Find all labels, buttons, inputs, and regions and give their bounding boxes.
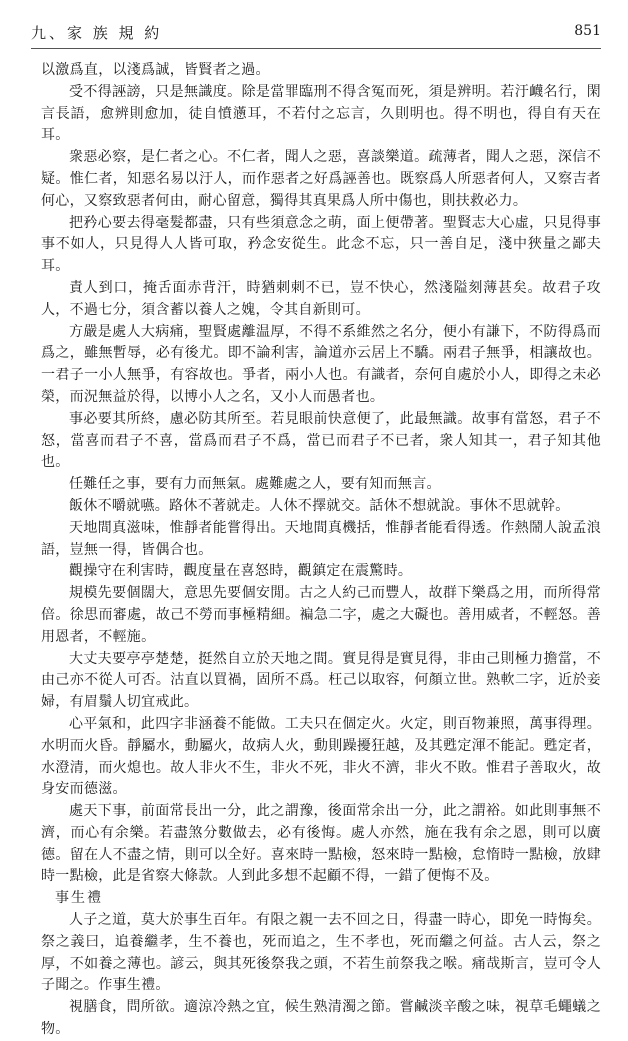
- paragraph: 天地間真滋味，惟靜者能嘗得出。天地間真機括，惟靜者能看得透。作熱鬧人說孟浪語，豈無一得，皆偶合也。: [41, 519, 601, 558]
- page-number: 851: [574, 23, 601, 39]
- paragraph: 衆惡必察，是仁者之心。不仁者，聞人之惡，喜談樂道。疏薄者，聞人之惡，深信不疑。惟仁者，知惡名易以汙人，而作惡者之好爲誣善也。既察爲人所惡者何人，又察吉者何心，又察致惡者何由，耐心留意，獨得其真果爲人所中傷也，則扶救必力。: [41, 149, 601, 209]
- paragraph: 規模先要個闊大，意思先要個安閒。古之人約己而豐人，故群下樂爲之用，而所得常倍。徐思而審處，故己不勞而事極精細。褊急二字，處之大礙也。善用威者，不輕怒。善用恩者，不輕施。: [41, 585, 601, 645]
- paragraph: 心平氣和，此四字非涵養不能做。工夫只在個定火。火定，則百物兼照，萬事得理。水明而火昏。靜屬水，動屬火，故病人火，動則躁擾狂越，及其甦定渾不能記。甦定者，水澄清，而火熄也。故人非火不生，非火不死，非火不濟，非火不敗。惟君子善取火，故身安而德滋。: [41, 715, 601, 798]
- page-body: [41, 60, 601, 1041]
- chapter-title: 九、家 族 規 約: [31, 24, 163, 42]
- paragraph: 大丈夫要亭亭楚楚，挺然自立於天地之間。實見得是實見得，非由己則極力擔當，不由己亦不從人可否。沽直以買禍，固所不爲。枉己以取容，何顏立世。熟軟二字，近於妾婦，有眉鬚人切宜戒此。: [41, 650, 601, 711]
- paragraph: 人子之道，莫大於事生百年。有限之親一去不回之日，得盡一時心，即免一時悔矣。祭之義曰，追養繼孝，生不養也，死而追之，生不孝也，死而繼之何益。古人云，祭之厚，不如養之薄也。諺云，與其死後祭我之頭，不若生前祭我之喉。痛哉斯言，豈可令人子聞之。作事生禮。: [41, 912, 601, 994]
- running-header: [31, 20, 601, 49]
- paragraph: 受不得誣謗，只是無識度。除是當罪臨刑不得含冤而死，須是辨明。若汙衊名行，閑言長語，愈辨則愈加，徒自憤懣耳，不若付之忘言，久則明也。得不明也，得自有天在耳。: [41, 83, 601, 144]
- paragraph: 責人到口，掩舌面赤背汗，時猶刺刺不已，豈不快心，然淺隘刻薄甚矣。故君子攻人，不過七分，須含蓄以養人之媿，令其自新則可。: [41, 279, 601, 318]
- paragraph: 飯休不嚼就嚥。路休不著就走。人休不擇就交。話休不想就說。事休不思就幹。: [69, 497, 570, 514]
- paragraph: 處天下事，前面常長出一分，此之謂豫，後面常余出一分，此之謂裕。如此則事無不濟，而心有余樂。若盡煞分數做去，必有後悔。處人亦然，施在我有余之恩，則可以廣德。留在人不盡之情，則可以全好。喜來時一點檢，怒來時一點檢，怠惰時一點檢，放肆時一點檢，此是省察大條款。人到此多想不起顧不得，一錯了便悔不及。: [41, 803, 601, 885]
- paragraph: 方嚴是處人大病痛，聖賢處離温厚，不得不系維然之名分，便小有謙下，不防得爲而爲之，雖無暫辱，必有後尤。即不論利害，論道亦云居上不驕。兩君子無爭，相讓故也。一君子一小人無爭，有容故也。爭者，兩小人也。有識者，奈何自處於小人，即得之未必榮，而況無益於得，以博小人之名，又小人而愚者也。: [41, 323, 601, 405]
- paragraph: 事必要其所終，慮必防其所至。若見眼前快意便了，此最無識。故事有當怒，君子不怒，當喜而君子不喜，當爲而君子不爲，當已而君子不已者，衆人知其一，君子知其他也。: [41, 410, 601, 471]
- paragraph: 視膳食，問所欲。適涼冷熱之宜，候生熟清濁之節。嘗鹹淡辛酸之味，視草毛蠅蟻之物。: [41, 999, 601, 1038]
- paragraph: 任難任之事，要有力而無氣。處難處之人，要有知而無言。: [69, 476, 441, 493]
- paragraph: 以激爲直，以淺爲誠，皆賢者之過。: [41, 62, 270, 78]
- section-heading: 事生禮: [55, 890, 103, 907]
- paragraph: 把矜心要去得毫髮都盡，只有些須意念之萌，面上便帶著。聖賢志大心虛，只見得事事不如人，只見得人人皆可取，矜念安從生。此念不忘，只一善自足，淺中狹量之鄙夫耳。: [41, 214, 601, 275]
- paragraph: 觀操守在利害時，觀度量在喜怒時，觀鎮定在震驚時。: [69, 563, 413, 580]
